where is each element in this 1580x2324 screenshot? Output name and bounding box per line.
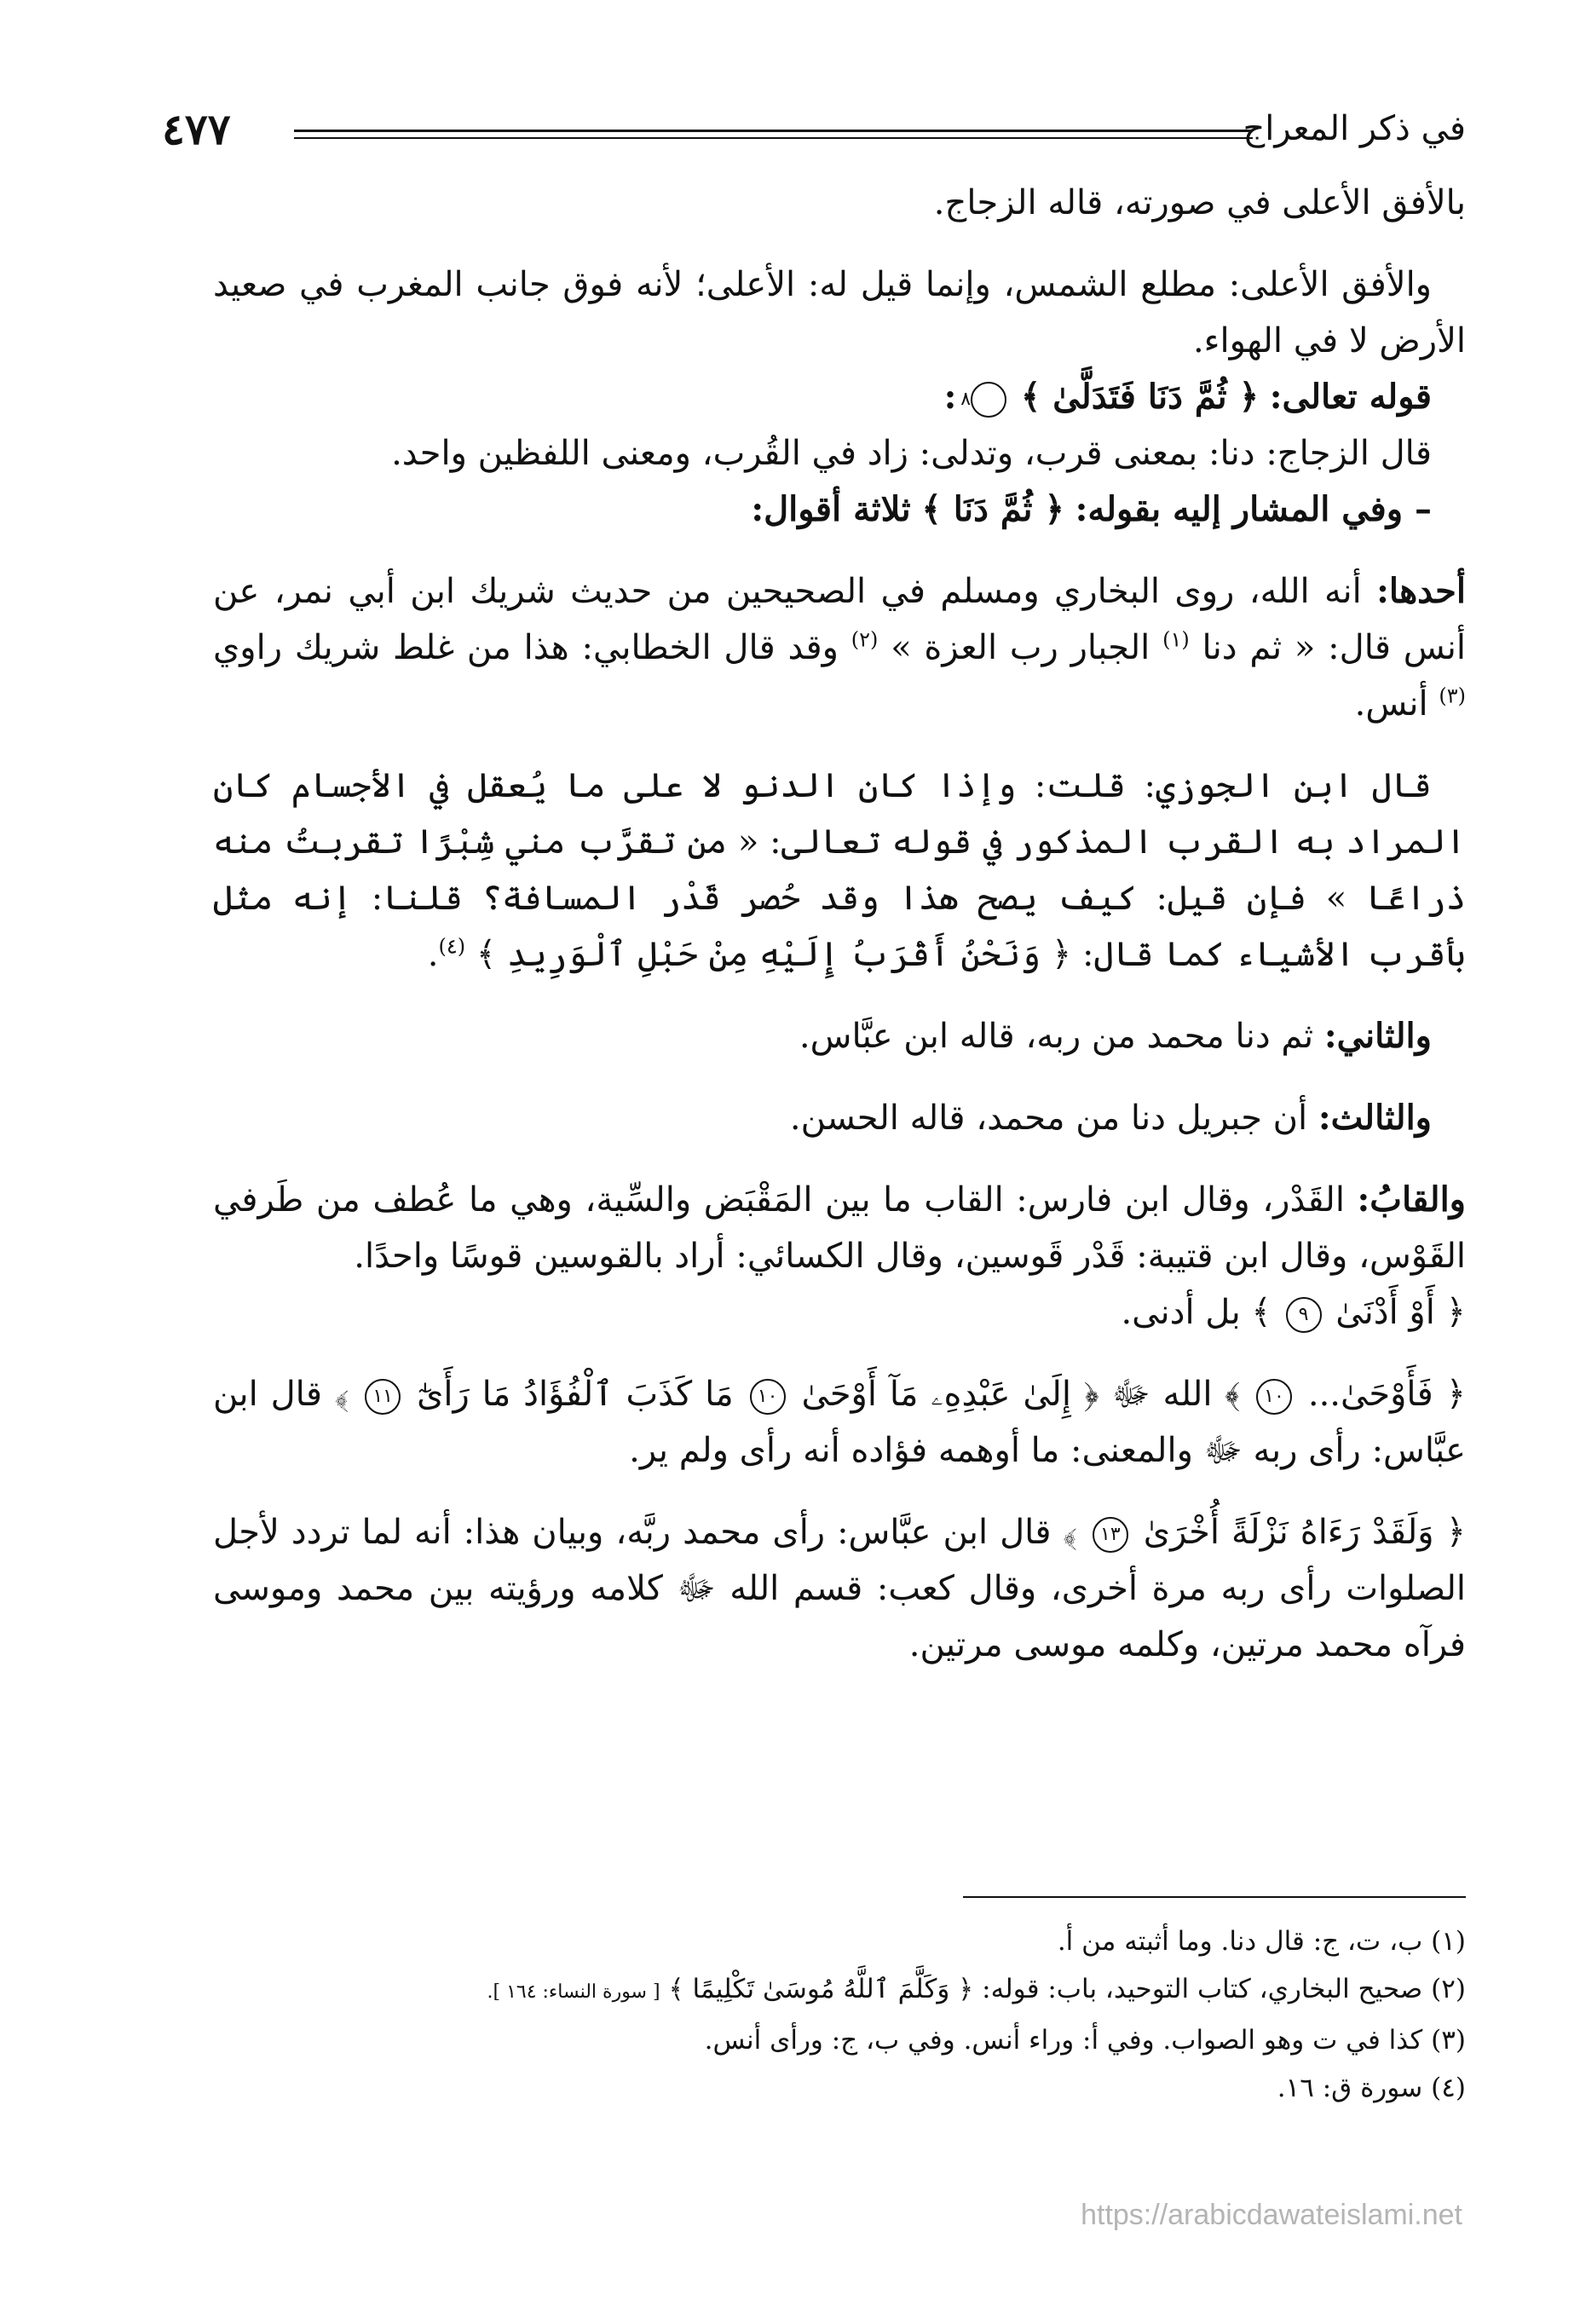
footnote-number: (١) <box>1431 1926 1466 1957</box>
footnote <box>213 1965 1466 2016</box>
paragraph <box>213 257 1466 369</box>
footnotes <box>213 1917 1466 2112</box>
quran-verse: ﴿ أَوْ أَدْنَىٰ <box>1335 1293 1466 1332</box>
verse-number-marker: ١٣ <box>1093 1517 1128 1553</box>
paragraph-text: ﴾ قال ابن عبَّاس: رأى محمد ربَّه، وبيان هذا: أنه لما تردد لأجل الصلوات رأى ربه مرة أخرى، وقال كعب: قسم الله ﷻ كلامه ورؤيته بين محمد وموسى فرآه محمد مرتين، وكلمه موسى مرتين. <box>213 1513 1466 1664</box>
quran-verse: ﴿ ثُمَّ دَنَا ﴾ <box>921 489 1064 529</box>
paragraph <box>213 425 1466 482</box>
paragraph <box>213 1090 1466 1146</box>
paragraph-lead: والثاني: <box>1323 1016 1432 1056</box>
page-header <box>162 104 1466 160</box>
paragraph-text: وقد قال الخطابي: هذا من غلط شريك راوي <box>213 628 839 667</box>
footnote-text: صحيح البخاري، كتاب التوحيد، باب: قوله: ﴿ وَكَلَّمَ ٱللَّهُ مُوسَىٰ تَكْلِيمًا ﴾ <box>668 1974 1423 2004</box>
footnote <box>213 2064 1466 2112</box>
footnote-number: (٣) <box>1431 2025 1466 2056</box>
footnote-text: ب، ت، ج: قال دنا. وما أثبته من أ. <box>1057 1926 1423 1957</box>
quran-verse: ﴿ فَأَوْحَىٰ... <box>1307 1375 1467 1414</box>
paragraph-text: ثم دنا محمد من ربه، قاله ابن عبَّاس. <box>799 1017 1314 1056</box>
paragraph-lead: والثالث: <box>1318 1098 1432 1138</box>
footnote-ref: (٤) <box>438 934 466 959</box>
heading-tail: ثلاثة أقوال: <box>751 489 911 529</box>
verse-heading <box>213 482 1466 538</box>
paragraph <box>213 563 1466 732</box>
header-rule <box>294 130 1253 139</box>
paragraph <box>213 1172 1466 1284</box>
paragraph-text: ﴾ بل أدنى. <box>1121 1293 1271 1332</box>
paragraph-text: أنه الله، روى البخاري ومسلم في الصحيحين من حديث شريك ابن أبي نمر، عن أنس قال: « ثم دنا <box>213 572 1467 667</box>
paragraph-text: قال الزجاج: دنا: بمعنى قرب، وتدلى: زاد في القُرب، ومعنى اللفظين واحد. <box>391 434 1432 473</box>
verse-number-marker: ١٠ <box>1256 1379 1292 1415</box>
paragraph-lead: والقابُ: <box>1357 1179 1466 1220</box>
verse-number-marker: ٩ <box>1286 1297 1322 1333</box>
verse-heading <box>213 369 1466 425</box>
footnote-ref: (٣) <box>1439 683 1466 708</box>
paragraph-lead: أحدها: <box>1376 571 1466 611</box>
footnote <box>213 1917 1466 1965</box>
paragraph <box>213 758 1466 983</box>
heading-tail: : <box>943 377 957 417</box>
paragraph <box>213 1504 1466 1673</box>
footnote-number: (٢) <box>1431 1974 1466 2004</box>
paragraph <box>213 175 1466 231</box>
footnote-text: سورة ق: ١٦. <box>1277 2073 1423 2103</box>
footnote-number: (٤) <box>1431 2073 1466 2103</box>
running-title: في ذكر المعراج <box>1243 109 1466 148</box>
main-text <box>213 175 1466 1673</box>
verse-number-marker: ١١ <box>365 1379 401 1415</box>
verse-number-marker: ١٠ <box>750 1379 786 1415</box>
paragraph-text: القَدْر، وقال ابن فارس: القاب ما بين المَقْبَض والسِّية، وهي ما عُطف من طَرفي القَوْس، وقال ابن قتيبة: قَدْر قَوسين، وقال الكسائي: أراد بالقوسين قوسًا واحدًا. <box>213 1180 1466 1276</box>
watermark-url: https://arabicdawateislami.net <box>1081 2199 1462 2231</box>
verse-number-marker: ٨ <box>971 382 1006 418</box>
paragraph-text: أنس. <box>1354 684 1428 724</box>
paragraph <box>213 1366 1466 1479</box>
footnote-ref: (١) <box>1162 627 1190 652</box>
paragraph-text: والأفق الأعلى: مطلع الشمس، وإنما قيل له: الأعلى؛ لأنه فوق جانب المغرب في صعيد الأرض لا في الهواء. <box>213 265 1466 360</box>
paragraph-text: الجبار رب العزة » <box>891 628 1150 667</box>
quran-verse: مَا كَذَبَ ٱلْفُؤَادُ مَا رَأَىٰٓ <box>417 1375 734 1414</box>
footnote-text: كذا في ت وهو الصواب. وفي أ: وراء أنس. وفي ب، ج: ورأى أنس. <box>704 2025 1423 2056</box>
paragraph-text: أن جبريل دنا من محمد، قاله الحسن. <box>789 1099 1308 1138</box>
footnote-reference: [ سورة النساء: ١٦٤ ]. <box>487 1981 660 2003</box>
paragraph-text: ﴾ قال ابن عبَّاس: رأى ربه ﷻ والمعنى: ما أوهمه فؤاده أنه رأى ولم ير. <box>213 1375 1466 1470</box>
quran-verse: ﴿ ثُمَّ دَنَا فَتَدَلَّىٰ ﴾ <box>1020 377 1260 417</box>
footnote-ref: (٢) <box>851 627 879 652</box>
heading-lead: – وفي المشار إليه بقوله: <box>1075 489 1432 529</box>
quran-verse: ﴿ وَنَحْنُ أَقْرَبُ إِلَيْهِ مِنْ حَبْلِ ٱلْوَرِيدِ ﴾ <box>476 935 1072 974</box>
quran-verse: ﴾ الله ﷻ ﴿ إِلَىٰ عَبْدِهِۦ مَآ أَوْحَىٰ <box>801 1375 1241 1414</box>
paragraph-text: قال ابن الجوزي: قلت: وإذا كان الدنو لا على ما يُعقل في الأجسام كان المراد به القرب المذكور في قوله تعالى: « من تقرَّب مني شِبْرًا تقربتُ منه ذراعًا » فإن قيل: كيف يصح هذا وقد حُصر قَدْر المسافة؟ قلنا: إنه مثل بأقرب الأشياء كما قال: <box>213 766 1466 974</box>
paragraph <box>213 1284 1466 1341</box>
heading-lead: قوله تعالى: <box>1269 377 1432 417</box>
paragraph <box>213 1008 1466 1064</box>
paragraph-text: بالأفق الأعلى في صورته، قاله الزجاج. <box>933 183 1466 222</box>
page-number: ٤٧٧ <box>162 104 231 154</box>
paragraph-text: . <box>427 935 439 974</box>
quran-verse: ﴿ وَلَقَدْ رَءَاهُ نَزْلَةً أُخْرَىٰ <box>1143 1513 1467 1552</box>
footnote-separator <box>963 1896 1466 1898</box>
footnote <box>213 2016 1466 2064</box>
